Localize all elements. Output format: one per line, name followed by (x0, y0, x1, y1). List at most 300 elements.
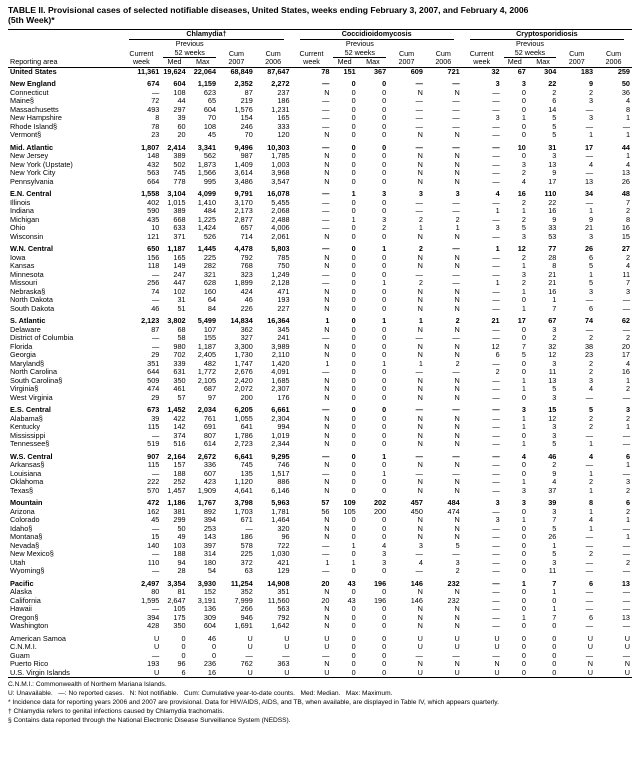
value-cell: 0 (382, 486, 387, 495)
value-cell: U (494, 643, 500, 652)
value-cell: 0 (351, 317, 356, 326)
reporting-area-cell: New York City (10, 169, 56, 178)
table-body (8, 67, 632, 678)
value-cell: 2,307 (271, 385, 290, 394)
value-cell: — (322, 406, 330, 415)
value-cell: N (454, 325, 460, 334)
value-cell: 54 (207, 567, 217, 576)
value-cell: 367 (373, 67, 387, 76)
value-cell: 1,003 (271, 160, 290, 169)
table-row (8, 144, 632, 153)
value-cell: 3 (495, 114, 500, 123)
value-cell: U (417, 634, 423, 643)
value-cell: 2 (625, 207, 630, 216)
value-cell: 892 (203, 507, 217, 516)
value-cell: 702 (173, 351, 186, 360)
value-cell: — (452, 334, 460, 343)
value-cell: 282 (203, 262, 217, 271)
value-cell: N (454, 232, 460, 241)
value-cell: 9,791 (234, 190, 253, 199)
value-cell: 691 (203, 423, 217, 432)
value-cell: N (454, 287, 460, 296)
value-cell: N (417, 588, 423, 597)
reporting-area-cell: Hawaii (10, 605, 32, 614)
reporting-area-cell: New England (10, 80, 56, 89)
reporting-area-cell: Arizona (10, 507, 35, 516)
value-cell: — (452, 245, 460, 254)
value-cell: — (492, 558, 500, 567)
value-cell: — (622, 431, 630, 440)
value-cell: 2,414 (167, 143, 186, 152)
value-cell: 5 (552, 440, 557, 449)
value-cell: 36 (621, 88, 630, 97)
value-cell: 519 (147, 440, 160, 449)
value-cell: 0 (351, 245, 356, 254)
value-cell: — (492, 579, 500, 588)
value-cell: 16,364 (267, 317, 290, 326)
value-cell: 1 (521, 114, 526, 123)
value-cell: 2 (418, 279, 423, 288)
value-cell: 3 (521, 486, 526, 495)
value-cell: 3 (521, 406, 526, 415)
value-cell: N (324, 461, 330, 470)
value-cell: 3 (552, 423, 557, 432)
table-row (8, 262, 632, 271)
value-cell: 3 (552, 359, 557, 368)
reporting-area-cell: Delaware (10, 325, 41, 334)
value-cell: 0 (351, 105, 356, 114)
reporting-area-cell: Puerto Rico (10, 660, 49, 669)
value-cell: N (454, 423, 460, 432)
value-cell: — (492, 414, 500, 423)
value-cell: 0 (382, 80, 387, 89)
value-cell: 58 (177, 334, 186, 343)
value-cell: 471 (277, 287, 290, 296)
value-cell: 57 (321, 499, 330, 508)
value-cell: 9 (589, 215, 594, 224)
value-cell: — (492, 270, 500, 279)
value-cell: — (622, 440, 630, 449)
value-cell: 8 (589, 499, 594, 508)
reporting-area-cell: Nevada§ (10, 541, 40, 550)
value-cell: 2,072 (234, 385, 253, 394)
value-cell: 143 (203, 533, 217, 542)
value-cell: 0 (351, 198, 356, 207)
value-cell: 7 (552, 516, 557, 525)
value-cell: 20 (621, 342, 630, 351)
reporting-area-cell: Iowa (10, 253, 26, 262)
value-cell: 0 (382, 97, 387, 106)
value-cell: 674 (147, 80, 160, 89)
value-cell: N (417, 393, 423, 402)
cum-2007-header: Cum 2007 (388, 40, 425, 67)
value-cell: — (492, 423, 500, 432)
value-cell: 0 (382, 605, 387, 614)
value-cell: 2 (455, 567, 460, 576)
table-row (8, 271, 632, 280)
reporting-area-cell: Arkansas§ (10, 461, 45, 470)
value-cell: — (492, 406, 500, 415)
med-header: Med (161, 58, 187, 67)
value-cell: — (322, 122, 330, 131)
value-cell: N (454, 131, 460, 140)
value-cell: 423 (203, 478, 217, 487)
reporting-area-cell: Maine§ (10, 97, 34, 106)
value-cell: — (492, 143, 500, 152)
value-cell: 792 (240, 253, 253, 262)
value-cell: 526 (203, 232, 217, 241)
value-cell: 13 (584, 177, 594, 186)
value-cell: 2 (589, 359, 594, 368)
value-cell: U (624, 643, 630, 652)
reporting-area-cell: Vermont§ (10, 131, 42, 140)
value-cell: 0 (521, 431, 526, 440)
value-cell: 5 (552, 385, 557, 394)
value-cell: — (622, 524, 630, 533)
value-cell: 1,566 (197, 169, 217, 178)
table-row (8, 643, 632, 652)
value-cell: 4,641 (234, 486, 253, 495)
value-cell: — (322, 80, 330, 89)
value-cell: 0 (521, 541, 526, 550)
value-cell: N (417, 253, 423, 262)
value-cell: 9 (589, 80, 594, 89)
value-cell: — (622, 304, 630, 313)
table-row (8, 487, 632, 496)
value-cell: 0 (351, 143, 356, 152)
value-cell: N (417, 486, 423, 495)
reporting-area-cell: Indiana (10, 207, 34, 216)
value-cell: 121 (147, 232, 160, 241)
value-cell: 0 (521, 533, 526, 542)
value-cell: 1,409 (234, 160, 253, 169)
value-cell: N (417, 232, 423, 241)
value-cell: — (322, 469, 330, 478)
value-cell: 3 (455, 558, 460, 567)
value-cell: 4 (418, 558, 423, 567)
value-cell: 108 (173, 88, 186, 97)
value-cell: 50 (177, 524, 186, 533)
value-cell: 0 (382, 270, 387, 279)
value-cell: 14,908 (267, 579, 290, 588)
table-row (8, 288, 632, 297)
value-cell: — (492, 440, 500, 449)
value-cell: 350 (173, 622, 186, 631)
max-header: Max (188, 58, 218, 67)
value-cell: U (284, 634, 290, 643)
value-cell: — (152, 605, 160, 614)
value-cell: — (622, 325, 630, 334)
value-cell: 3,104 (167, 190, 186, 199)
reporting-area-cell: Utah (10, 558, 26, 567)
value-cell: 0 (351, 516, 356, 525)
value-cell: 1,558 (141, 190, 160, 199)
value-cell: 13 (621, 613, 630, 622)
value-cell: N (417, 169, 423, 178)
value-cell: — (415, 334, 423, 343)
value-cell: — (622, 393, 630, 402)
footnotes (8, 681, 632, 725)
value-cell: — (152, 342, 160, 351)
value-cell: 644 (147, 368, 160, 377)
value-cell: — (585, 152, 594, 161)
value-cell: 1,899 (234, 279, 253, 288)
value-cell: — (585, 198, 594, 207)
value-cell: — (492, 198, 500, 207)
value-cell: 0 (382, 88, 387, 97)
value-cell: 1 (325, 359, 330, 368)
value-cell: N (454, 613, 460, 622)
value-cell: 0 (382, 533, 387, 542)
value-cell: 0 (351, 122, 356, 131)
value-cell: 2 (625, 414, 630, 423)
value-cell: 2 (589, 368, 594, 377)
value-cell: 0 (521, 622, 526, 631)
value-cell: 225 (240, 550, 253, 559)
value-cell: 299 (173, 516, 186, 525)
value-cell: N (324, 440, 330, 449)
value-cell: 0 (552, 643, 557, 652)
value-cell: N (417, 605, 423, 614)
value-cell: 15 (621, 232, 630, 241)
value-cell: 4 (521, 177, 526, 186)
value-cell: N (417, 177, 423, 186)
value-cell: 0 (351, 469, 356, 478)
value-cell: 0 (351, 431, 356, 440)
reporting-area-cell: E.S. Central (10, 406, 51, 415)
value-cell: 48 (621, 190, 630, 199)
value-cell: 0 (351, 97, 356, 106)
value-cell: 108 (203, 122, 217, 131)
value-cell: 6 (181, 668, 186, 677)
value-cell: 16 (548, 207, 557, 216)
value-cell: 188 (173, 469, 186, 478)
value-cell: 5 (552, 550, 557, 559)
value-cell: — (492, 550, 500, 559)
value-cell: — (492, 507, 500, 516)
table-row (8, 525, 632, 534)
value-cell: 2 (521, 253, 526, 262)
value-cell: 17 (517, 317, 526, 326)
value-cell: — (622, 588, 630, 597)
reporting-area-cell: New Mexico§ (10, 550, 54, 559)
value-cell: 0 (382, 414, 387, 423)
value-cell: 1,642 (271, 622, 290, 631)
table-row (8, 605, 632, 614)
value-cell: — (152, 567, 160, 576)
value-cell: 0 (521, 393, 526, 402)
value-cell: — (415, 97, 423, 106)
value-cell: 2 (552, 461, 557, 470)
value-cell: 1,781 (271, 507, 290, 516)
table-row (8, 169, 632, 178)
value-cell: — (322, 567, 330, 576)
value-cell: N (324, 431, 330, 440)
value-cell: 604 (203, 622, 217, 631)
value-cell: — (492, 385, 500, 394)
value-cell: 0 (382, 423, 387, 432)
value-cell: 28 (548, 253, 557, 262)
table-row (8, 508, 632, 517)
value-cell: — (322, 105, 330, 114)
value-cell: N (454, 660, 460, 669)
reporting-area-cell: Nebraska§ (10, 287, 46, 296)
value-cell: 563 (277, 605, 290, 614)
value-cell: 2,344 (271, 440, 290, 449)
table-row (8, 279, 632, 288)
value-cell: 17 (584, 143, 594, 152)
table-row (8, 423, 632, 432)
table-row (8, 178, 632, 187)
value-cell: 5,803 (271, 245, 290, 254)
value-cell: 7 (552, 579, 557, 588)
value-cell: 196 (373, 579, 387, 588)
value-cell: 3 (521, 160, 526, 169)
value-cell: 0 (382, 114, 387, 123)
table-row (8, 326, 632, 335)
value-cell: 0 (382, 368, 387, 377)
value-cell: 2,420 (234, 376, 253, 385)
value-cell: 4,478 (234, 245, 253, 254)
value-cell: 792 (277, 613, 290, 622)
value-cell: 0 (521, 469, 526, 478)
value-cell: U (417, 643, 423, 652)
value-cell: 3 (495, 516, 500, 525)
value-cell: 516 (173, 440, 186, 449)
value-cell: 188 (173, 550, 186, 559)
value-cell: 2,352 (234, 80, 253, 89)
value-cell: 2,128 (271, 279, 290, 288)
value-cell: 0 (382, 169, 387, 178)
value-cell: 2 (625, 253, 630, 262)
value-cell: 105 (173, 605, 186, 614)
value-cell: 0 (382, 660, 387, 669)
value-cell: N (324, 524, 330, 533)
table-row (8, 542, 632, 551)
value-cell: 9,496 (234, 143, 253, 152)
table-row (8, 97, 632, 106)
value-cell: 3 (495, 224, 500, 233)
value-cell: 3 (382, 550, 387, 559)
value-cell: 32 (548, 342, 557, 351)
value-cell: — (492, 169, 500, 178)
value-cell: 1 (382, 317, 387, 326)
table-row (8, 106, 632, 115)
value-cell: 2 (589, 478, 594, 487)
value-cell: 16 (517, 190, 526, 199)
value-cell: 0 (521, 325, 526, 334)
table-row (8, 351, 632, 360)
value-cell: 0 (521, 105, 526, 114)
value-cell: 5 (589, 262, 594, 271)
value-cell: 45 (207, 131, 217, 140)
value-cell: 22,064 (193, 67, 217, 76)
value-cell: 11,560 (267, 596, 290, 605)
value-cell: 0 (351, 325, 356, 334)
table-row (8, 377, 632, 386)
value-cell: 115 (147, 423, 160, 432)
value-cell: 129 (277, 567, 290, 576)
value-cell: 372 (240, 558, 253, 567)
value-cell: 0 (351, 296, 356, 305)
value-cell: — (322, 190, 330, 199)
value-cell: 0 (351, 651, 356, 660)
value-cell: 2 (625, 486, 630, 495)
value-cell: 1,703 (234, 507, 253, 516)
value-cell: 0 (552, 660, 557, 669)
value-cell: 3 (382, 190, 387, 199)
value-cell: 0 (521, 507, 526, 516)
value-cell: N (324, 376, 330, 385)
value-cell: 6,205 (234, 406, 253, 415)
reporting-area-cell: Alaska (10, 588, 32, 597)
value-cell: 6 (552, 97, 557, 106)
value-cell: 4 (625, 359, 630, 368)
value-cell: 607 (203, 469, 217, 478)
value-cell: N (454, 393, 460, 402)
value-cell: 3 (455, 190, 460, 199)
value-cell: 0 (382, 668, 387, 677)
reporting-area-cell: Pennsylvania (10, 177, 54, 186)
value-cell: 0 (382, 376, 387, 385)
value-cell: 345 (277, 325, 290, 334)
value-cell: 16,078 (267, 190, 290, 199)
value-cell: 6,641 (234, 452, 253, 461)
value-cell: 785 (277, 253, 290, 262)
value-cell: 886 (277, 478, 290, 487)
value-cell: 2 (625, 334, 630, 343)
value-cell: 2,068 (271, 207, 290, 216)
value-cell: 5 (552, 122, 557, 131)
value-cell: 7 (625, 198, 630, 207)
value-cell: — (452, 198, 460, 207)
value-cell: 20 (177, 131, 186, 140)
value-cell: 20 (321, 579, 330, 588)
value-cell: 87 (244, 88, 253, 97)
value-cell: 0 (351, 478, 356, 487)
reporting-area-cell: C.N.M.I. (10, 643, 37, 652)
value-cell: 1 (351, 558, 356, 567)
value-cell: 1 (625, 533, 630, 542)
value-cell: 995 (203, 177, 217, 186)
value-cell: 2,497 (141, 579, 160, 588)
value-cell: 362 (240, 325, 253, 334)
value-cell: 0 (552, 622, 557, 631)
reporting-area-cell: New Jersey (10, 152, 49, 161)
value-cell: N (324, 177, 330, 186)
value-cell: — (322, 97, 330, 106)
group-header-coccidioidomycosis: Coccidioidomycosis (292, 29, 462, 40)
value-cell: 0 (351, 452, 356, 461)
value-cell: 4 (625, 97, 630, 106)
cum-2007-header: Cum 2007 (558, 40, 595, 67)
value-cell: 1 (521, 516, 526, 525)
value-cell: 1,019 (271, 431, 290, 440)
value-cell: 227 (277, 304, 290, 313)
value-cell: 2 (418, 215, 423, 224)
value-cell: 484 (203, 207, 217, 216)
value-cell: 0 (351, 368, 356, 377)
value-cell: N (417, 131, 423, 140)
value-cell: 39 (151, 414, 160, 423)
reporting-area-cell: Mountain (10, 499, 43, 508)
value-cell: 1,786 (234, 431, 253, 440)
value-cell: 0 (521, 131, 526, 140)
value-cell: — (585, 596, 594, 605)
value-cell: 0 (382, 177, 387, 186)
value-cell: 9 (552, 469, 557, 478)
value-cell: 563 (147, 169, 160, 178)
